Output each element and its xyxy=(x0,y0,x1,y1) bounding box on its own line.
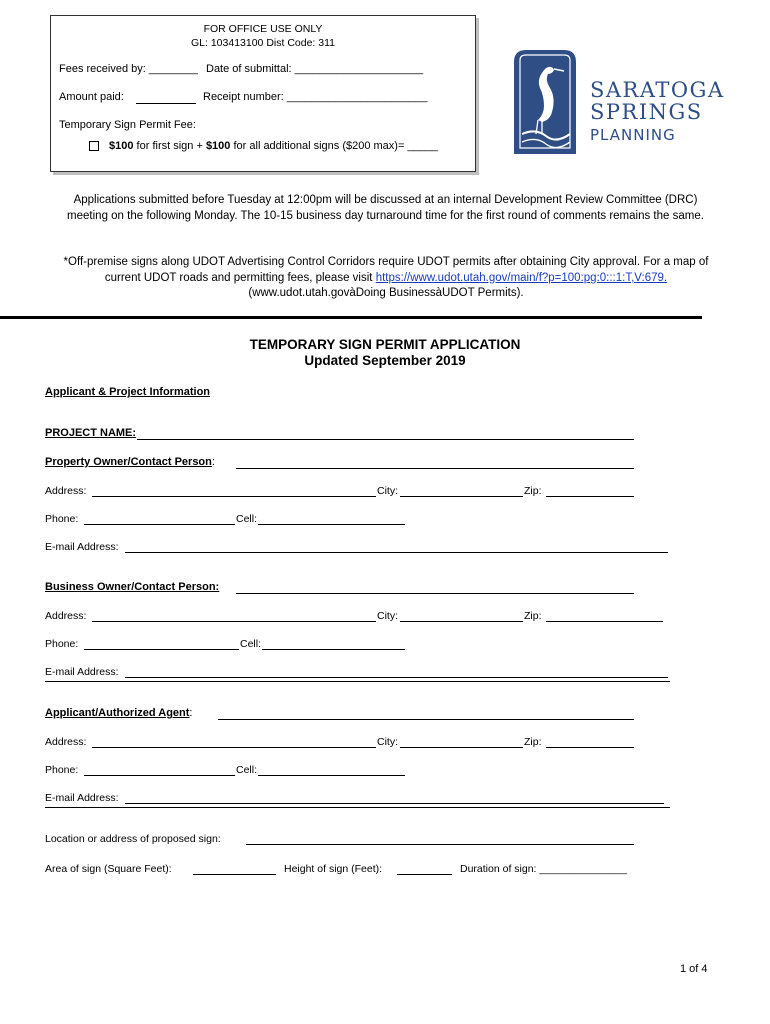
fees-received-field[interactable]: Fees received by: ________ xyxy=(59,63,198,75)
office-use-heading: FOR OFFICE USE ONLY xyxy=(203,23,323,35)
permit-fee-label: Temporary Sign Permit Fee: xyxy=(59,119,196,131)
receipt-number-field[interactable]: Receipt number: _______________________ xyxy=(203,91,428,103)
form-subtitle: Updated September 2019 xyxy=(304,353,466,368)
email-label-2: E-mail Address: xyxy=(45,666,119,678)
phone-field-1[interactable] xyxy=(84,524,235,525)
applicant-agent-label: Applicant/Authorized Agent: xyxy=(45,707,193,719)
email-underline-2 xyxy=(45,681,670,682)
amount-paid-field[interactable] xyxy=(136,103,196,104)
page-number: 1 of 4 xyxy=(680,963,708,975)
office-use-box xyxy=(50,15,476,172)
form-title: TEMPORARY SIGN PERMIT APPLICATION xyxy=(249,337,521,352)
property-owner-label: Property Owner/Contact Person: xyxy=(45,456,215,468)
phone-field-3[interactable] xyxy=(84,775,235,776)
logo-springs: SPRINGS xyxy=(590,100,703,124)
logo-planning: PLANNING xyxy=(590,126,676,144)
address-label-2: Address: xyxy=(45,610,87,622)
project-name-label: PROJECT NAME: xyxy=(45,427,137,439)
address-label-3: Address: xyxy=(45,736,87,748)
city-field-2[interactable] xyxy=(400,621,523,622)
fee-checkbox[interactable] xyxy=(89,141,99,151)
applicant-agent-field[interactable] xyxy=(218,719,634,720)
cell-field-1[interactable] xyxy=(258,524,405,525)
city-field-1[interactable] xyxy=(400,496,523,497)
email-label-1: E-mail Address: xyxy=(45,541,119,553)
email-field-2[interactable] xyxy=(125,677,668,678)
zip-label-3: Zip: xyxy=(524,736,542,748)
section-heading: Applicant & Project Information xyxy=(45,386,211,398)
cell-field-3[interactable] xyxy=(258,775,405,776)
cell-label-1: Cell: xyxy=(236,513,258,525)
email-underline-3 xyxy=(45,807,670,808)
udot-notice xyxy=(46,255,726,302)
zip-field-2[interactable] xyxy=(546,621,663,622)
address-label-1: Address: xyxy=(45,485,87,497)
location-label: Location or address of proposed sign: xyxy=(45,833,221,845)
address-field-1[interactable] xyxy=(92,496,376,497)
property-owner-field[interactable] xyxy=(236,468,634,469)
drc-notice: Applications submitted before Tuesday at 12:00pm will be discussed at an internal Development Review Committee (DRC) meeting on the following Monday. The 10-15 business day turnaround time for the first round of comments remains the same. xyxy=(67,194,704,222)
city-field-3[interactable] xyxy=(400,747,523,748)
phone-label-2: Phone: xyxy=(45,638,79,650)
fee-additional-text[interactable]: for all additional signs ($200 max)= _____ xyxy=(233,140,439,152)
zip-label-1: Zip: xyxy=(524,485,542,497)
fee-first-amount: $100 xyxy=(109,140,134,152)
gl-code-line: GL: 103413100 Dist Code: 311 xyxy=(191,37,335,49)
cell-field-2[interactable] xyxy=(262,649,405,650)
cell-label-2: Cell: xyxy=(240,638,262,650)
date-submittal-field[interactable]: Date of submittal: _____________________ xyxy=(206,63,424,75)
business-owner-label: Business Owner/Contact Person: xyxy=(45,581,220,593)
height-label: Height of sign (Feet): xyxy=(284,863,383,875)
city-label-3: City: xyxy=(377,736,398,748)
fee-additional-amount: $100 xyxy=(205,140,231,152)
city-label-2: City: xyxy=(377,610,398,622)
address-field-3[interactable] xyxy=(92,747,376,748)
zip-label-2: Zip: xyxy=(524,610,542,622)
heron-logo-icon xyxy=(512,48,578,156)
duration-field[interactable]: Duration of sign: _______________ xyxy=(460,863,627,875)
fee-first-text: for first sign + xyxy=(136,140,203,152)
location-field[interactable] xyxy=(246,844,634,845)
udot-link[interactable]: https://www.udot.utah.gov/main/f?p=100:pg:0:::1:T,V:679. xyxy=(375,271,668,284)
city-label-1: City: xyxy=(377,485,398,497)
height-field[interactable] xyxy=(397,874,452,875)
zip-field-1[interactable] xyxy=(546,496,634,497)
amount-paid-label: Amount paid: xyxy=(59,91,124,103)
zip-field-3[interactable] xyxy=(546,747,634,748)
area-field[interactable] xyxy=(193,874,276,875)
udot-notice-path: (www.udot.utah.govàDoing BusinessàUDOT Permits). xyxy=(248,287,524,299)
email-field-1[interactable] xyxy=(125,552,668,553)
email-label-3: E-mail Address: xyxy=(45,792,119,804)
area-label: Area of sign (Square Feet): xyxy=(45,863,172,875)
email-field-3[interactable] xyxy=(125,803,664,804)
udot-notice-text: *Off-premise signs along UDOT Advertising Control Corridors require UDOT permits after obtaining City approval. For a map of current UDOT roads and permitting fees, please visit xyxy=(63,256,709,284)
address-field-2[interactable] xyxy=(92,621,376,622)
section-divider xyxy=(0,316,702,319)
phone-label-1: Phone: xyxy=(45,513,79,525)
cell-label-3: Cell: xyxy=(236,764,258,776)
business-owner-field[interactable] xyxy=(236,593,634,594)
phone-field-2[interactable] xyxy=(84,649,239,650)
logo-saratoga: SARATOGA xyxy=(590,78,725,102)
fee-line xyxy=(89,140,438,152)
phone-label-3: Phone: xyxy=(45,764,79,776)
project-name-field[interactable] xyxy=(137,439,634,440)
